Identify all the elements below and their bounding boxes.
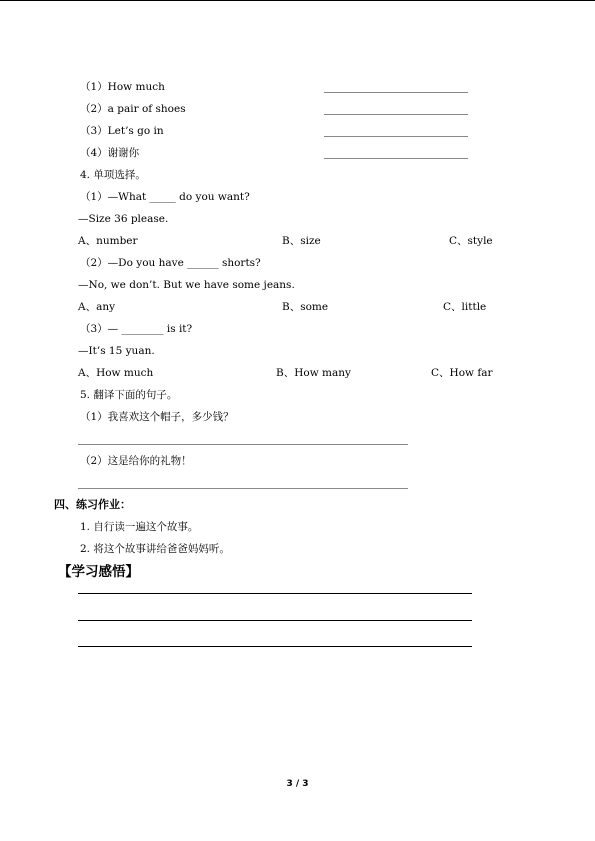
question-3-option-b[interactable]: B、How many [276,367,351,379]
translation-item-2: （2）这是给你的礼物！ [80,455,192,467]
vocab-answer-line-3[interactable] [324,136,468,137]
vocab-answer-line-1[interactable] [324,92,468,93]
question-2-option-b[interactable]: B、some [282,301,329,313]
question-2-option-a[interactable]: A、any [78,301,116,313]
question-3-line-2: —It’s 15 yuan. [78,345,155,357]
reflection-line-3[interactable] [78,646,472,647]
vocab-answer-line-2[interactable] [324,114,468,115]
section-4-title: 4. 单项选择。 [80,169,146,181]
vocab-item-4: （4）谢谢你 [80,147,140,159]
reflection-line-1[interactable] [78,593,472,594]
reflection-line-2[interactable] [78,620,472,621]
reflection-title: 【学习感悟】 [58,564,139,580]
question-3-line-1: （3）— ________ is it? [80,323,193,335]
page-number: 3 / 3 [286,779,309,789]
question-3-option-c[interactable]: C、How far [431,367,493,379]
vocab-item-3: （3）Let’s go in [80,125,164,137]
question-2-line-2: —No, we don’t. But we have some jeans. [78,279,295,291]
question-1-line-1: （1）—What _____ do you want? [80,191,250,203]
question-2-line-1: （2）—Do you have ______ shorts? [80,257,261,269]
homework-title: 四、练习作业： [54,498,131,511]
page-top-rule [0,0,595,1]
question-3-option-a[interactable]: A、How much [78,367,154,379]
translation-item-1: （1）我喜欢这个帽子，多少钱？ [80,411,234,423]
homework-item-2: 2. 将这个故事讲给爸爸妈妈听。 [80,543,230,555]
section-5-title: 5. 翻译下面的句子。 [80,389,178,401]
vocab-item-1: （1）How much [80,81,165,93]
question-1-option-a[interactable]: A、number [78,235,138,247]
translation-answer-line-2[interactable] [78,488,408,489]
translation-answer-line-1[interactable] [78,444,408,445]
question-1-option-b[interactable]: B、size [282,235,321,247]
question-2-option-c[interactable]: C、little [443,301,487,313]
homework-item-1: 1. 自行读一遍这个故事。 [80,521,199,533]
question-1-line-2: —Size 36 please. [78,213,169,225]
vocab-answer-line-4[interactable] [324,158,468,159]
question-1-option-c[interactable]: C、style [449,235,493,247]
vocab-item-2: （2）a pair of shoes [80,103,186,115]
